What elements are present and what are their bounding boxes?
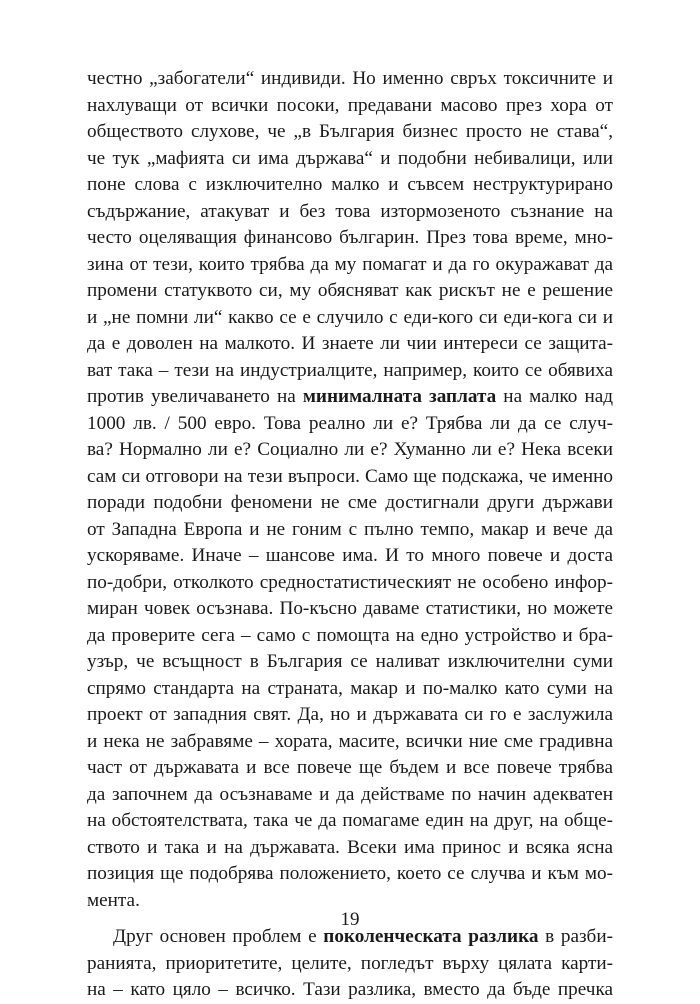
text-line xyxy=(87,384,613,411)
text-line: че тук „мафията си има държава“ и подобни небивалици, или xyxy=(87,147,613,169)
text-line: по-добри, отколкото средностатистическият не особено инфор- xyxy=(87,571,613,593)
text-line: сам си отговори на тези въпроси. Само ще подскажа, че именно xyxy=(87,465,613,487)
bold-term: минималната заплата xyxy=(302,386,497,407)
text-segment: против увеличаването на xyxy=(87,386,303,407)
text-line: миран човек осъзнава. По-късно даваме статистики, но можете xyxy=(87,598,613,619)
text-line: позиция ще подобрява положението, което се случва и към мо- xyxy=(87,863,613,884)
text-line: ват така – тези на индустриалците, например, които се обявиха xyxy=(87,359,613,381)
bold-term: поколенческата разлика xyxy=(323,926,539,947)
text-line: да започнем да осъзнаваме и да действаме по начин адекватен xyxy=(87,783,613,805)
text-line: проект от западния свят. Да, но и държавата си го е заслужила xyxy=(87,704,613,725)
text-line: спрямо стандарта на страната, макар и по-малко като суми на xyxy=(87,677,613,699)
text-line: поради подобни феномени не сме достигнали други държави xyxy=(87,492,613,513)
text-line: част от държавата и все повече ще бъдем и все повече трябва xyxy=(87,757,613,778)
text-line: узър, че всъщност в България се наливат изключителни суми xyxy=(87,651,613,672)
text-line: ранията, приоритетите, целите, погледът върху цялата карти- xyxy=(87,952,613,974)
text-segment: в разби- xyxy=(538,926,613,947)
paragraph-2 xyxy=(87,924,613,1004)
text-line: зина от тези, които трябва да му помагат и да го окуражават да xyxy=(87,253,613,275)
text-line: обществото слухове, че „в България бизнес просто не става“, xyxy=(87,121,613,142)
text-line: да проверите сега – само с помощта на едно устройство и бра- xyxy=(87,624,613,646)
text-line: на обстоятелствата, така че да помагаме един на друг, на обще- xyxy=(87,810,613,831)
text-line: и „не помни ли“ какво се е случило с еди-кого си еди-кога си и xyxy=(87,306,613,328)
text-line: ускоряваме. Иначе – шансове има. И то много повече и доста xyxy=(87,545,613,566)
text-line: ството и така и на държавата. Всеки има принос и всяка ясна xyxy=(87,836,613,858)
text-line: 1000 лв. / 500 евро. Това реално ли е? Трябва ли да се случ- xyxy=(87,412,613,434)
text-line: често оцеляващия финансово българин. През това време, мно- xyxy=(87,227,613,248)
text-line: от Западна Европа и не гоним с пълно темпо, макар и вече да xyxy=(87,518,613,540)
text-line: на – като цяло – всичко. Тази разлика, вместо да бъде пречка xyxy=(87,979,613,1000)
text-line: честно „забогатели“ индивиди. Но именно свръх токсичните и xyxy=(87,68,613,89)
paragraph-1 xyxy=(87,66,613,914)
text-segment: на малко над xyxy=(496,386,613,407)
text-line: нахлуващи от всички посоки, предавани масово през хора от xyxy=(87,94,613,116)
text-line: ва? Нормално ли е? Социално ли е? Хуманно ли е? Нека всеки xyxy=(87,439,613,460)
text-line: съдържание, атакуват и без това изтормозеното съзнание на xyxy=(87,200,613,222)
text-line: промени статуквото си, му обясняват как рискът не е решение xyxy=(87,280,613,301)
text-segment: Друг основен проблем е xyxy=(113,926,324,947)
page-body xyxy=(87,66,613,1004)
text-line: да е доволен на малкото. И знаете ли чии интереси се защита- xyxy=(87,333,613,354)
text-line: мента. xyxy=(87,889,140,911)
page-number: 19 xyxy=(340,909,360,930)
text-line: и нека не забравяме – хората, масите, всички ние сме градивна xyxy=(87,730,613,752)
text-line: поне слова с изключително малко и съвсем неструктурирано xyxy=(87,174,613,195)
